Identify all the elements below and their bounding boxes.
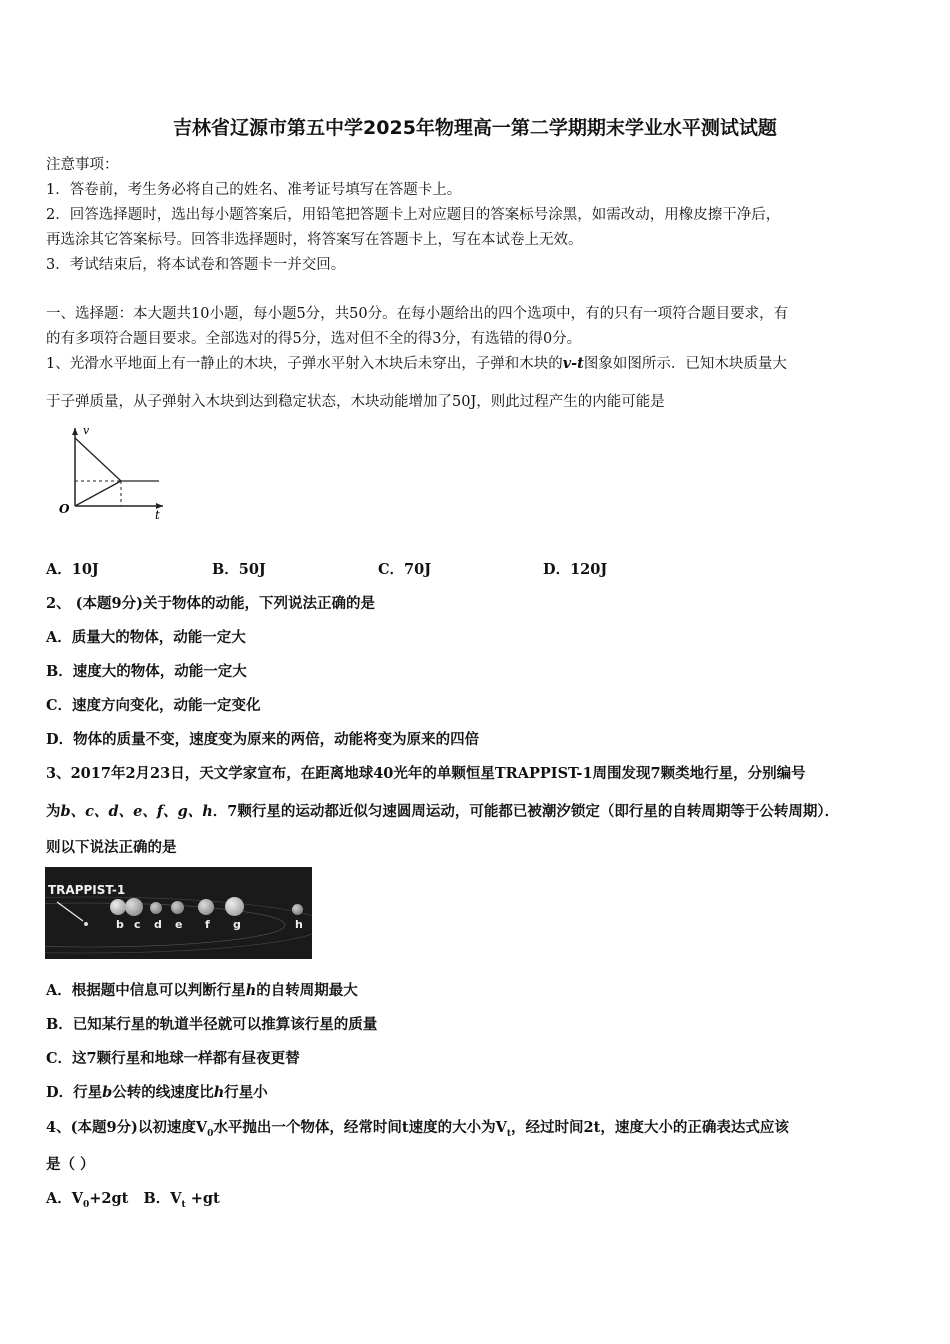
planet-label-e: e: [175, 918, 183, 931]
notice-item-1: 1．答卷前，考生务必将自己的姓名、准考证号填写在答题卡上。: [46, 182, 462, 198]
q1-stem-line2: 于子弹质量，从子弹射入木块到达到稳定状态，木块动能增加了50J，则此过程产生的内能可能是: [46, 394, 665, 410]
q3-stem-line3: 则以下说法正确的是: [46, 839, 177, 856]
notice-item-2b: 再选涂其它答案标号。回答非选择题时，将答案写在答题卡上，写在本试卷上无效。: [46, 232, 583, 248]
notice-heading: 注意事项：: [46, 157, 119, 173]
q2-option-b[interactable]: B．速度大的物体，动能一定大: [46, 663, 247, 680]
notice-item-3: 3．考试结束后，将本试卷和答题卡一并交回。: [46, 257, 346, 273]
planet-label-h: h: [295, 918, 303, 931]
trappist-planets-image: [45, 867, 312, 959]
graph-origin-label: O: [59, 502, 70, 516]
q1-option-c[interactable]: C．70J: [378, 561, 432, 578]
q4-option-b[interactable]: B．$V_t +gt$: [143, 1190, 220, 1210]
q1-stem-line1: 1、光滑水平地面上有一静止的木块，子弹水平射入木块后未穿出，子弹和木块的v-t图象如图所示．已知木块质量大: [46, 355, 787, 372]
q3-planet-list: b、c、d、e、f、g、h: [60, 803, 213, 820]
q4-stem-line2: 是（ ）: [46, 1156, 95, 1173]
section-heading-line2: 的有多项符合题目要求。全部选对的得5分，选对但不全的得3分，有选错的得0分。: [46, 331, 582, 347]
planet-label-g: g: [233, 918, 241, 931]
planet-f-icon: [198, 899, 214, 915]
graph-v-label: v: [83, 424, 90, 437]
planet-c-icon: [125, 898, 143, 916]
q1-option-d[interactable]: D．120J: [543, 561, 608, 578]
planet-d-icon: [150, 902, 162, 914]
q3-option-b[interactable]: B．已知某行星的轨道半径就可以推算该行星的质量: [46, 1016, 378, 1033]
q4-option-a[interactable]: A．$V_0+2gt$: [46, 1190, 129, 1210]
q2-option-d[interactable]: D．物体的质量不变，速度变为原来的两倍，动能将变为原来的四倍: [46, 731, 480, 748]
q2-option-c[interactable]: C．速度方向变化，动能一定变化: [46, 697, 261, 714]
q3-option-c[interactable]: C．这7颗行星和地球一样都有昼夜更替: [46, 1050, 300, 1067]
q4-stem-line1: 4、(本题9分)以初速度$V_0$水平抛出一个物体，经常时间t速度的大小为$V_t$，经过时间2t，速度大小的正确表达式应该: [46, 1119, 789, 1139]
q3-stem-line1: 3、2017年2月23日，天文学家宣布，在距离地球40光年的单颗恒星TRAPPIST-1周围发现7颗类地行星，分别编号: [46, 765, 806, 782]
q2-stem: 2、 (本题9分)关于物体的动能，下列说法正确的是: [46, 595, 375, 612]
trappist-star-label: TRAPPIST-1: [48, 883, 126, 897]
planet-h-icon: [292, 904, 303, 915]
planet-g-icon: [225, 897, 244, 916]
graph-t-label: t: [155, 508, 160, 522]
planet-e-icon: [171, 901, 184, 914]
planet-b-icon: [110, 899, 126, 915]
q1-vt-graph: [55, 422, 170, 522]
notice-item-2a: 2．回答选择题时，选出每小题答案后，用铅笔把答题卡上对应题目的答案标号涂黑，如需改动，用橡皮擦干净后，: [46, 207, 781, 223]
q1-option-b[interactable]: B．50J: [212, 561, 266, 578]
planet-label-b: b: [116, 918, 124, 931]
q3-option-a[interactable]: A．根据题中信息可以判断行星h的自转周期最大: [46, 982, 358, 999]
planet-label-c: c: [134, 918, 141, 931]
planet-label-f: f: [205, 918, 210, 931]
q3-option-d[interactable]: D．行星b公转的线速度比h行星小: [46, 1084, 268, 1101]
section-heading-line1: 一、选择题：本大题共10小题，每小题5分，共50分。在每小题给出的四个选项中，有的只有一项符合题目要求，有: [46, 306, 789, 322]
planet-label-d: d: [154, 918, 162, 931]
q4-options: [46, 1187, 220, 1210]
page-title: 吉林省辽源市第五中学2025年物理高一第二学期期末学业水平测试试题: [173, 117, 777, 139]
q1-option-a[interactable]: A．10J: [46, 561, 99, 578]
q3-stem-line2: 为b、c、d、e、f、g、h．7颗行星的运动都近似匀速圆周运动，可能都已被潮汐锁定（即行星的自转周期等于公转周期）．: [46, 803, 840, 820]
q2-option-a[interactable]: A．质量大的物体，动能一定大: [46, 629, 246, 646]
q1-vt-term: v-t: [562, 355, 584, 372]
